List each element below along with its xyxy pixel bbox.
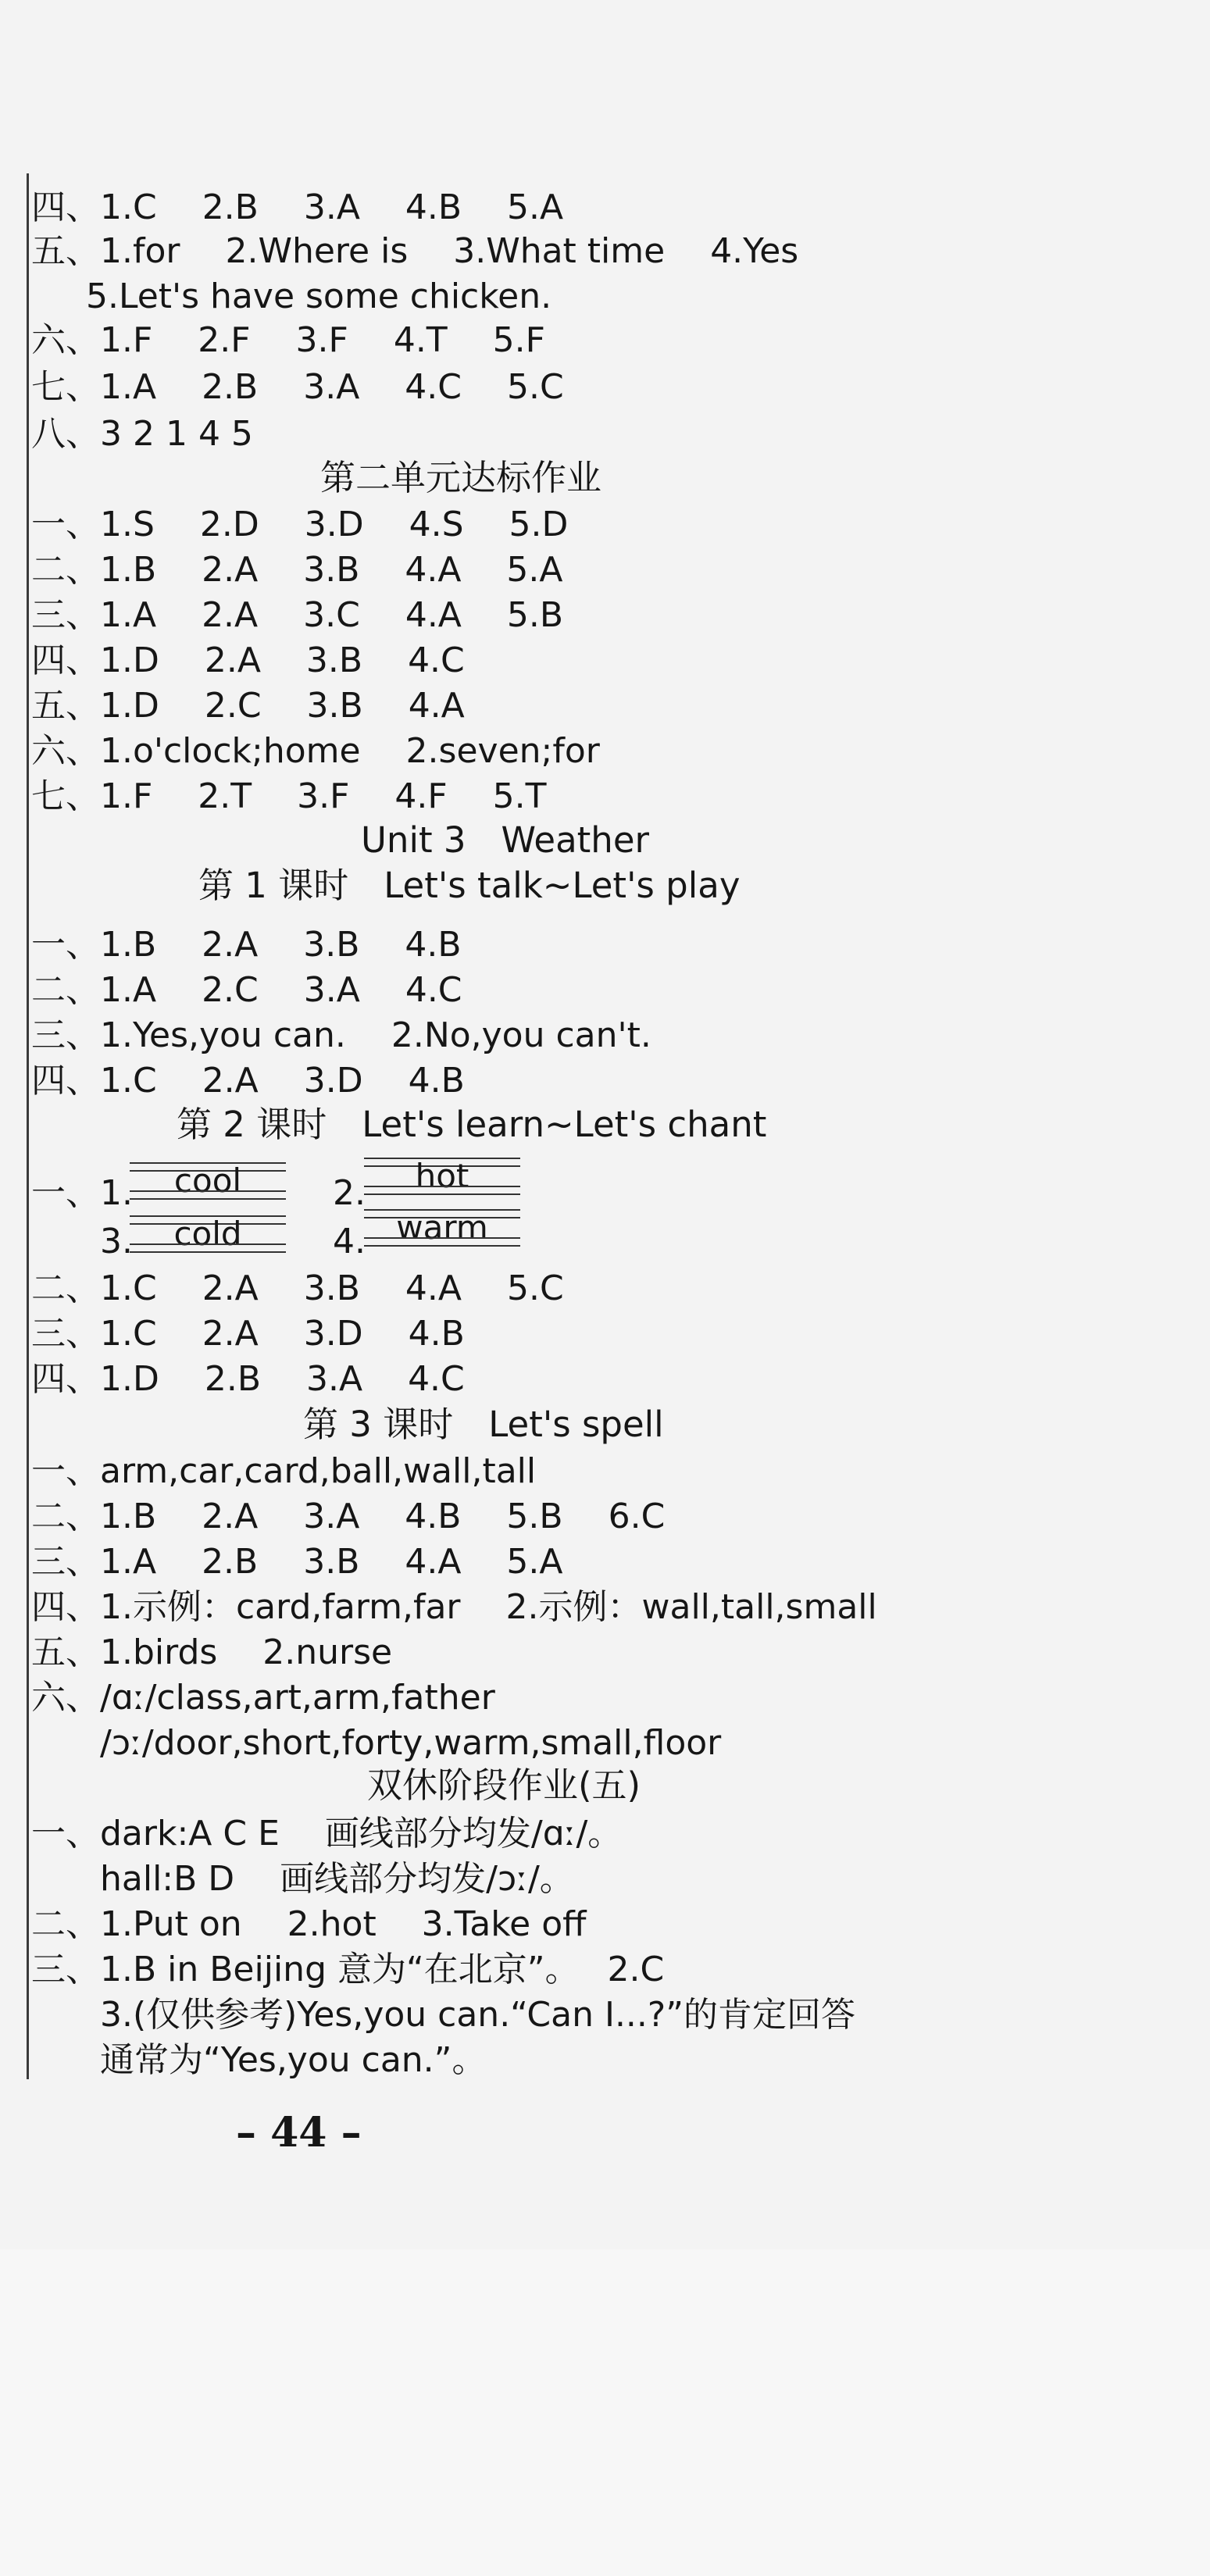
answer-line: 七、1.A 2.B 3.A 4.C 5.C bbox=[31, 367, 564, 407]
blank-line bbox=[364, 1158, 520, 1198]
margin-rule bbox=[27, 173, 29, 2079]
answer-line: 五、1.birds 2.nurse bbox=[31, 1632, 393, 1672]
answer-line: 三、1.A 2.B 3.B 4.A 5.A bbox=[31, 1542, 563, 1582]
answer-line: 三、1.C 2.A 3.D 4.B bbox=[31, 1314, 465, 1354]
answer-line: 一、1.S 2.D 3.D 4.S 5.D bbox=[31, 505, 569, 544]
blank-line bbox=[130, 1162, 286, 1203]
lesson-heading: 第 2 课时 Let's learn~Let's chant bbox=[177, 1104, 767, 1145]
answer-line: 二、1.A 2.C 3.A 4.C bbox=[31, 970, 462, 1010]
answer-line: 4. bbox=[333, 1222, 366, 1261]
blank-answer: hot bbox=[415, 1157, 469, 1195]
answer-line: 五、1.D 2.C 3.B 4.A bbox=[31, 686, 465, 726]
blank-line bbox=[364, 1209, 520, 1250]
answer-line: 一、1.B 2.A 3.B 4.B bbox=[31, 925, 462, 965]
answer-line: 四、1.C 2.A 3.D 4.B bbox=[31, 1061, 465, 1101]
answer-line: hall:B D 画线部分均发/ɔː/。 bbox=[100, 1859, 574, 1899]
answer-line: 四、1.D 2.B 3.A 4.C bbox=[31, 1359, 465, 1399]
answer-line: 二、1.C 2.A 3.B 4.A 5.C bbox=[31, 1268, 564, 1308]
answer-line: 一、1. bbox=[31, 1173, 133, 1213]
blank-answer: warm bbox=[396, 1208, 488, 1247]
answer-line: 一、dark:A C E 画线部分均发/ɑː/。 bbox=[31, 1814, 623, 1854]
answer-line: 七、1.F 2.T 3.F 4.F 5.T bbox=[31, 776, 547, 816]
answer-line: 三、1.B in Beijing 意为“在北京”。 2.C bbox=[31, 1950, 665, 1989]
section-heading: 第二单元达标作业 bbox=[320, 457, 602, 498]
answer-line: 一、arm,car,card,ball,wall,tall bbox=[31, 1451, 537, 1491]
blank-answer: cool bbox=[173, 1161, 242, 1200]
answer-line: 三、1.Yes,you can. 2.No,you can't. bbox=[31, 1015, 651, 1055]
blank-line bbox=[130, 1215, 286, 1256]
answer-line: 3.(仅供参考)Yes,you can.“Can I...?”的肯定回答 bbox=[100, 1995, 856, 2035]
section-heading: 双休阶段作业(五) bbox=[367, 1764, 641, 1806]
lesson-heading: 第 1 课时 Let's talk~Let's play bbox=[198, 865, 741, 906]
lesson-heading: 第 3 课时 Let's spell bbox=[303, 1404, 664, 1445]
answer-line: 二、1.Put on 2.hot 3.Take off bbox=[31, 1904, 587, 1944]
answer-line: 3. bbox=[100, 1222, 133, 1261]
answer-line: 四、1.示例：card,farm,far 2.示例：wall,tall,small bbox=[31, 1587, 877, 1627]
answer-line: /ɔː/door,short,forty,warm,small,floor bbox=[100, 1723, 722, 1763]
answer-line: 六、1.o'clock;home 2.seven;for bbox=[31, 731, 600, 771]
answer-line: 二、1.B 2.A 3.B 4.A 5.A bbox=[31, 550, 563, 590]
answer-line: 2. bbox=[333, 1173, 366, 1213]
answer-line: 四、1.D 2.A 3.B 4.C bbox=[31, 640, 465, 680]
answer-line: 二、1.B 2.A 3.A 4.B 5.B 6.C bbox=[31, 1497, 666, 1536]
answer-line: 通常为“Yes,you can.”。 bbox=[100, 2040, 487, 2080]
answer-line: 五、1.for 2.Where is 3.What time 4.Yes bbox=[31, 231, 799, 271]
unit-heading: Unit 3 Weather bbox=[361, 819, 650, 861]
answer-line: 5.Let's have some chicken. bbox=[86, 277, 552, 316]
answer-line: 四、1.C 2.B 3.A 4.B 5.A bbox=[31, 187, 564, 227]
answer-line: 六、1.F 2.F 3.F 4.T 5.F bbox=[31, 320, 545, 360]
answer-line: 八、3 2 1 4 5 bbox=[31, 414, 253, 454]
page-number: – 44 – bbox=[236, 2109, 362, 2157]
answer-line: 六、/ɑː/class,art,arm,father bbox=[31, 1678, 495, 1718]
blank-answer: cold bbox=[173, 1215, 242, 1253]
answer-line: 三、1.A 2.A 3.C 4.A 5.B bbox=[31, 595, 564, 635]
